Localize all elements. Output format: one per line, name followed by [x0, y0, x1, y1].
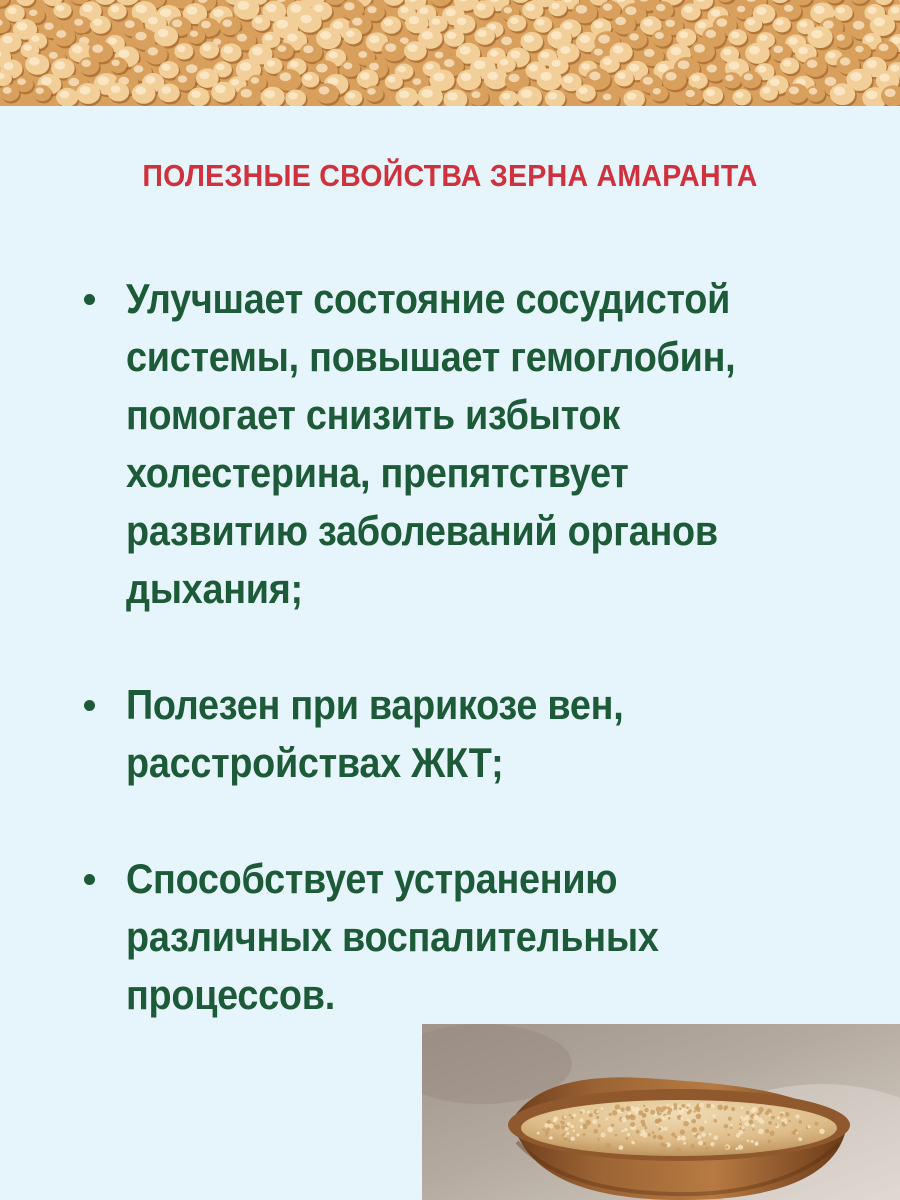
- bowl-grain: [673, 1103, 677, 1107]
- bowl-grain: [751, 1140, 754, 1143]
- bowl-grain: [698, 1141, 703, 1146]
- bowl-grain: [652, 1131, 655, 1134]
- bowl-grain: [730, 1127, 732, 1129]
- bowl-grain: [568, 1140, 570, 1142]
- bowl-grain: [755, 1142, 758, 1145]
- bowl-grain: [621, 1130, 624, 1133]
- bowl-grain: [815, 1122, 819, 1126]
- bowl-grain: [759, 1107, 764, 1112]
- bowl-grain: [663, 1144, 667, 1148]
- bowl-grain: [626, 1106, 631, 1111]
- bowl-grain: [680, 1117, 683, 1120]
- bowl-grain: [564, 1137, 568, 1141]
- bowl-grain: [724, 1124, 728, 1128]
- benefit-text: [126, 850, 864, 1024]
- bowl-grain: [631, 1141, 635, 1145]
- bowl-grain: [752, 1128, 754, 1130]
- bowl-grain: [807, 1125, 810, 1128]
- bowl-grain: [771, 1116, 775, 1120]
- bowl-grain: [765, 1111, 769, 1115]
- bowl-grain: [709, 1133, 712, 1136]
- bowl-grain: [555, 1125, 560, 1130]
- bowl-grain: [681, 1104, 685, 1108]
- bowl-grain: [741, 1126, 744, 1129]
- bowl-grain: [783, 1118, 787, 1122]
- bowl-grain: [781, 1119, 784, 1122]
- bowl-grain: [736, 1147, 739, 1150]
- bowl-grain: [703, 1142, 706, 1145]
- bowl-grain: [619, 1145, 624, 1150]
- bowl-grain: [693, 1110, 695, 1112]
- benefit-item-vascular: [0, 270, 900, 618]
- bowl-grain: [819, 1129, 824, 1134]
- bowl-grain: [580, 1125, 583, 1128]
- bowl-grain: [671, 1132, 675, 1136]
- bowl-grain: [676, 1147, 680, 1151]
- bullet-icon: [84, 874, 95, 885]
- bowl-grain: [560, 1121, 563, 1124]
- bowl-grain: [728, 1117, 732, 1121]
- bowl-grain: [561, 1132, 565, 1136]
- bowl-grain: [615, 1104, 621, 1110]
- bowl-grain: [625, 1137, 628, 1140]
- bowl-grain: [571, 1116, 574, 1119]
- bowl-grain: [650, 1110, 655, 1115]
- bowl-grain: [751, 1108, 756, 1113]
- bowl-grain: [634, 1107, 639, 1112]
- bowl-grain: [537, 1132, 540, 1135]
- bowl-grain: [679, 1108, 681, 1110]
- benefit-line: Способствует устранению: [126, 855, 618, 902]
- bowl-grain: [564, 1116, 567, 1119]
- bowl-grain: [792, 1130, 797, 1135]
- bowl-grain: [747, 1140, 750, 1143]
- bowl-grain: [765, 1129, 769, 1133]
- bowl-grain: [741, 1106, 744, 1109]
- benefit-line: различных воспалительных: [126, 913, 659, 960]
- benefit-line: расстройствах ЖКТ;: [126, 739, 504, 786]
- bowl-grain: [739, 1130, 744, 1135]
- bowl-grain: [798, 1137, 802, 1141]
- bowl-grain: [607, 1127, 613, 1133]
- bowl-grain: [664, 1127, 668, 1131]
- bowl-grain: [759, 1111, 762, 1114]
- bowl-grain: [753, 1115, 758, 1120]
- bowl-grain: [580, 1111, 583, 1114]
- bowl-grain: [592, 1119, 597, 1124]
- benefit-text: [126, 270, 864, 618]
- bowl-grain: [596, 1116, 599, 1119]
- bowl-grain: [542, 1129, 544, 1131]
- benefit-item-inflammation: [0, 850, 900, 1024]
- bowl-grain: [760, 1120, 764, 1124]
- benefit-line: системы, повышает гемоглобин,: [126, 333, 736, 380]
- bowl-grain: [627, 1112, 631, 1116]
- bowl-grain: [758, 1129, 764, 1135]
- bowl-grain: [583, 1133, 586, 1136]
- bowl-grain: [687, 1103, 691, 1107]
- bowl-grain: [711, 1104, 715, 1108]
- bowl-grain: [717, 1105, 723, 1111]
- bowl-grain: [659, 1136, 663, 1140]
- bowl-grain: [696, 1114, 702, 1120]
- bowl-grain: [611, 1124, 614, 1127]
- bowl-grain: [780, 1113, 784, 1117]
- bowl-grain: [704, 1120, 707, 1123]
- bowl-grain: [725, 1146, 728, 1149]
- bowl-grain: [565, 1127, 569, 1131]
- bowl-grain: [785, 1112, 790, 1117]
- benefit-item-varicose: [0, 676, 900, 792]
- bowl-grain: [573, 1114, 577, 1118]
- amaranth-seeds-photo: [0, 0, 900, 106]
- bowl-grain: [691, 1144, 695, 1148]
- bowl-grain: [659, 1108, 664, 1113]
- bowl-grain: [699, 1103, 704, 1108]
- bowl-grain: [586, 1120, 591, 1125]
- bowl-grain: [714, 1119, 718, 1123]
- benefit-line: помогает снизить избыток: [126, 391, 620, 438]
- bowl-grain: [545, 1129, 550, 1134]
- bowl-grain: [643, 1105, 645, 1107]
- bowl-grain: [566, 1132, 569, 1135]
- bowl-grain: [667, 1111, 671, 1115]
- bowl-grain: [789, 1120, 791, 1122]
- bullet-icon: [84, 700, 95, 711]
- amaranth-bowl-photo: [422, 1024, 900, 1200]
- bowl-grain: [768, 1121, 772, 1125]
- bullet-icon: [84, 294, 95, 305]
- bowl-grain: [569, 1114, 571, 1116]
- bowl-grain: [624, 1128, 628, 1132]
- benefit-line: дыхания;: [126, 565, 303, 612]
- bowl-grain: [730, 1124, 733, 1127]
- bowl-grain: [739, 1123, 742, 1126]
- bowl-grain: [713, 1115, 716, 1118]
- bowl-grain: [680, 1130, 685, 1135]
- bowl-grain: [642, 1132, 647, 1137]
- bowl-grain: [655, 1119, 660, 1124]
- bowl-grain: [561, 1125, 565, 1129]
- bowl-grain: [642, 1114, 645, 1117]
- bowl-grain: [683, 1121, 689, 1127]
- bowl-grain: [587, 1111, 590, 1114]
- bowl-grain: [697, 1135, 701, 1139]
- bowl-grain: [752, 1124, 755, 1127]
- benefit-text: [126, 676, 864, 792]
- wooden-bowl-image: [422, 1024, 900, 1200]
- bowl-grain: [727, 1133, 730, 1136]
- benefit-line: холестерина, препятствует: [126, 449, 629, 496]
- page-title: ПОЛЕЗНЫЕ СВОЙСТВА ЗЕРНА АМАРАНТА: [142, 158, 758, 193]
- bowl-grain: [706, 1104, 711, 1109]
- bowl-grain: [576, 1133, 579, 1136]
- benefit-line: Улучшает состояние сосудистой: [126, 275, 731, 322]
- bowl-grain: [544, 1123, 549, 1128]
- bowl-grain: [630, 1122, 635, 1127]
- benefits-list: [0, 270, 900, 1024]
- bowl-grain: [770, 1131, 775, 1136]
- bowl-grain: [696, 1105, 699, 1108]
- bowl-grain: [777, 1116, 780, 1119]
- bowl-grain: [687, 1111, 691, 1115]
- benefit-line: развитию заболеваний органов: [126, 507, 718, 554]
- bowl-grain: [682, 1107, 685, 1110]
- bowl-grain: [620, 1107, 624, 1111]
- bowl-grain: [775, 1124, 777, 1126]
- bowl-grain: [615, 1134, 618, 1137]
- bowl-grain: [662, 1116, 666, 1120]
- bowl-grain: [658, 1127, 661, 1130]
- bowl-grain: [731, 1107, 735, 1111]
- bowl-grain: [571, 1125, 575, 1129]
- bowl-grain: [548, 1123, 553, 1128]
- bowl-grain: [713, 1135, 718, 1140]
- benefit-line: Полезен при варикозе вен,: [126, 681, 624, 728]
- bowl-grain: [627, 1133, 630, 1136]
- bowl-grain: [724, 1106, 728, 1110]
- bowl-grain: [644, 1108, 648, 1112]
- bowl-grain: [785, 1122, 788, 1125]
- bowl-grain: [795, 1115, 799, 1119]
- bowl-grain: [601, 1133, 606, 1138]
- bowl-grain: [645, 1127, 648, 1130]
- bowl-grain: [683, 1142, 686, 1145]
- bowl-grain: [549, 1137, 552, 1140]
- bowl-grain: [666, 1104, 669, 1107]
- bowl-grain: [596, 1110, 599, 1113]
- bowl-grain: [653, 1135, 657, 1139]
- bowl-grain: [573, 1130, 575, 1132]
- bowl-grain: [691, 1119, 696, 1124]
- bowl-grain: [609, 1113, 612, 1116]
- bowl-grain: [593, 1129, 598, 1134]
- bowl-grain: [738, 1145, 743, 1150]
- benefit-line: процессов.: [126, 971, 335, 1018]
- bowl-grain: [641, 1120, 646, 1125]
- bowl-grain: [589, 1113, 593, 1117]
- bowl-grain: [605, 1118, 608, 1121]
- bowl-grain: [668, 1117, 671, 1120]
- bowl-grain: [767, 1140, 771, 1144]
- bowl-grain: [606, 1143, 611, 1148]
- bowl-grain: [580, 1118, 584, 1122]
- bowl-grain: [701, 1132, 706, 1137]
- bowl-grain: [799, 1120, 803, 1124]
- bowl-grain: [636, 1130, 640, 1134]
- bowl-grain: [705, 1147, 708, 1150]
- bowl-grain: [571, 1137, 575, 1141]
- bowl-grain: [553, 1117, 558, 1122]
- bowl-grain: [597, 1138, 600, 1141]
- bowl-grain: [744, 1122, 749, 1127]
- bowl-grain: [710, 1142, 714, 1146]
- bowl-grain: [744, 1115, 749, 1120]
- bowl-grain: [567, 1122, 571, 1126]
- bowl-grain: [746, 1111, 750, 1115]
- seed-texture-image: [0, 0, 900, 106]
- bowl-grain: [681, 1136, 686, 1141]
- bowl-grain: [612, 1110, 617, 1115]
- bowl-grain: [621, 1117, 626, 1122]
- bowl-grain: [692, 1127, 697, 1132]
- bowl-grain: [601, 1107, 604, 1110]
- bowl-grain: [598, 1124, 601, 1127]
- bowl-grain: [647, 1133, 650, 1136]
- bowl-grain: [740, 1116, 743, 1119]
- bowl-grain: [699, 1126, 704, 1131]
